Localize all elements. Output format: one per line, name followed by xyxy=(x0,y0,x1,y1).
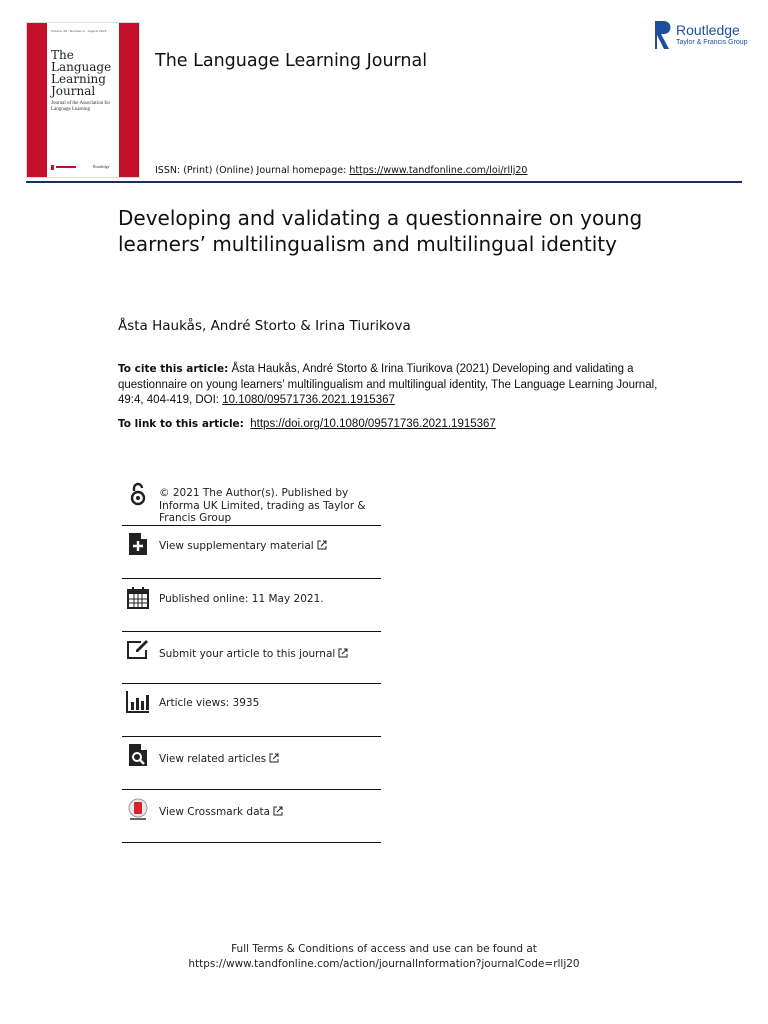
routledge-name: Routledge xyxy=(676,22,740,38)
link-label: To link to this article: xyxy=(118,418,244,430)
journal-title: The Language Learning Journal xyxy=(155,51,428,71)
copyright-text: © 2021 The Author(s). Published by Informa UK Limited, trading as Taylor & Francis Group xyxy=(159,487,366,524)
open-access-row xyxy=(122,480,381,526)
cover-title: The Language Learning Journal xyxy=(51,48,112,98)
external-link-icon xyxy=(317,540,327,550)
external-link-icon xyxy=(273,806,283,816)
article-authors: Åsta Haukås, André Storto & Irina Tiurikova xyxy=(118,318,411,334)
routledge-sub: Taylor & Francis Group xyxy=(676,39,748,46)
issn-line xyxy=(155,165,527,176)
article-link-line xyxy=(118,418,496,430)
calendar-icon xyxy=(126,586,150,610)
supplementary-text[interactable] xyxy=(159,540,383,553)
submit-text[interactable] xyxy=(159,648,383,661)
routledge-logo[interactable] xyxy=(654,20,754,50)
cover-subtitle: Journal of the Association for Language Learning xyxy=(51,101,111,112)
related-label: View related articles xyxy=(159,753,267,765)
article-link[interactable]: https://doi.org/10.1080/09571736.2021.1915367 xyxy=(250,418,496,430)
article-title: Developing and validating a questionnaire on young learners’ multilingualism and multilingual identity xyxy=(118,206,643,256)
bar-chart-icon xyxy=(126,690,150,714)
cover-issue-line: Volume 49 · Number 4 · August 2021 xyxy=(51,29,107,33)
published-row xyxy=(122,579,381,632)
supplementary-row[interactable] xyxy=(122,526,381,579)
doi-link[interactable]: 10.1080/09571736.2021.1915367 xyxy=(222,394,395,406)
association-logo-icon xyxy=(51,163,77,171)
edit-icon xyxy=(126,638,150,662)
journal-homepage-link[interactable]: https://www.tandfonline.com/loi/rllj20 xyxy=(349,165,528,176)
submit-label: Submit your article to this journal xyxy=(159,648,336,660)
footer-terms-url[interactable]: https://www.tandfonline.com/action/journalInformation?journalCode=rllj20 xyxy=(188,958,580,970)
cite-label: To cite this article: xyxy=(118,363,229,375)
journal-cover xyxy=(26,22,140,178)
issn-label: ISSN: (Print) (Online) Journal homepage: xyxy=(155,165,350,176)
supplementary-label: View supplementary material xyxy=(159,540,314,552)
submit-row[interactable] xyxy=(122,632,381,684)
routledge-r-icon xyxy=(654,20,672,50)
crossmark-text[interactable] xyxy=(159,806,383,819)
cite-text: Åsta Haukås, André Storto & Irina Tiurikova (2021) Developing and validating a questionnaire on young learners’ multilingualism and multilingual identity, The Language Learning Journal, 49:4, 404-419, DOI: xyxy=(118,363,658,406)
crossmark-label: View Crossmark data xyxy=(159,806,271,818)
header-rule xyxy=(26,181,742,183)
open-access-icon xyxy=(126,482,150,506)
cover-publisher-mark: Routledge xyxy=(93,164,110,169)
article-info-list xyxy=(122,480,381,843)
add-file-icon xyxy=(126,532,150,556)
related-row[interactable] xyxy=(122,737,381,790)
cover-red-bar xyxy=(27,23,47,177)
related-text[interactable] xyxy=(159,753,383,766)
footer xyxy=(0,942,768,972)
external-link-icon xyxy=(269,753,279,763)
cover-red-bar-right xyxy=(119,23,139,177)
published-text: Published online: 11 May 2021. xyxy=(159,593,324,605)
crossmark-row[interactable] xyxy=(122,790,381,843)
footer-terms: Full Terms & Conditions of access and use can be found at xyxy=(231,943,537,955)
views-row xyxy=(122,684,381,737)
citation xyxy=(118,362,658,409)
external-link-icon xyxy=(338,648,348,658)
search-document-icon xyxy=(126,743,150,767)
crossmark-icon xyxy=(126,798,150,822)
views-text: Article views: 3935 xyxy=(159,697,260,709)
